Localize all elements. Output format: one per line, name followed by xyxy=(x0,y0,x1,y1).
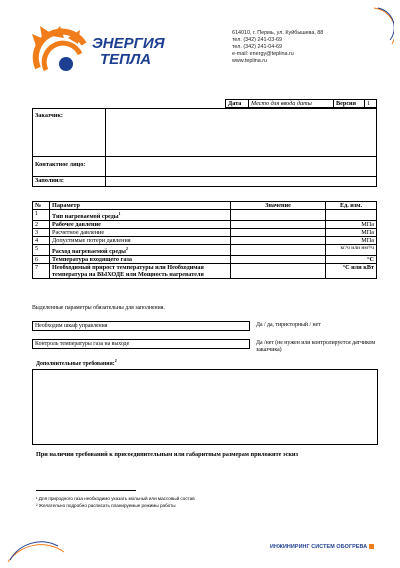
row-number: 6 xyxy=(33,256,50,264)
brand-line-1: ЭНЕРГИЯ xyxy=(92,35,165,52)
phone-line-1: тел. (342) 241-03-69 xyxy=(232,37,283,43)
row-number: 1 xyxy=(33,210,50,221)
row-number: 5 xyxy=(33,245,50,256)
website-line: www.teplina.ru xyxy=(232,58,268,64)
row-number: 7 xyxy=(33,264,50,279)
table-row xyxy=(33,221,377,229)
cabinet-option-hint: Да / да, тиристорный / нет xyxy=(256,322,321,328)
logo xyxy=(30,24,190,76)
parameters-table xyxy=(32,201,377,279)
sun-logo-icon xyxy=(30,24,90,76)
row-number: 2 xyxy=(33,221,50,229)
row-parameter: Тип нагреваемой среды$^1$ xyxy=(50,210,231,221)
row-parameter: Расход нагреваемой среды$^2$ xyxy=(50,245,231,256)
address-line: 614010, г. Пермь, ул. Куйбышева, 88 xyxy=(232,30,324,36)
footer-arc-icon xyxy=(6,538,66,564)
filled-by-label: Заполнил: xyxy=(33,177,106,187)
extra-requirements-field[interactable] xyxy=(32,369,378,445)
brand-line-2: ТЕПЛА xyxy=(100,51,152,68)
table-row xyxy=(33,237,377,245)
col-header-parameter: Параметр xyxy=(50,202,231,210)
row-parameter: Расчетное давление xyxy=(50,229,231,237)
row-unit: °С или кВт xyxy=(326,264,377,279)
footnote-2: ² Желательно подробно расписать планируемые режимы работы xyxy=(36,503,176,508)
footnote-divider xyxy=(36,490,136,491)
customer-label: Заказчик: xyxy=(33,109,106,157)
contact-person-label: Контактное лицо: xyxy=(33,157,106,177)
row-unit: °С xyxy=(326,256,377,264)
table-row xyxy=(33,264,377,279)
required-fields-note: Выделенные параметры обязательны для заполнения. xyxy=(32,305,165,311)
row-unit xyxy=(326,210,377,221)
date-label: Дата xyxy=(226,100,249,108)
row-value-field[interactable] xyxy=(231,264,326,279)
row-parameter: Необходимый прирост температуры или Необходимая температура на ВЫХОДЕ или Мощность нагревателя xyxy=(50,264,231,279)
row-unit: МПа xyxy=(326,221,377,229)
footer-tagline: ИНЖИНИРИНГ СИСТЕМ ОБОГРЕВА xyxy=(270,544,368,550)
row-parameter: Температура входящего газа xyxy=(50,256,231,264)
contact-person-field[interactable] xyxy=(106,157,377,177)
row-value-field[interactable] xyxy=(231,210,326,221)
col-header-number: № xyxy=(33,202,50,210)
row-unit: МПа xyxy=(326,229,377,237)
row-value-field[interactable] xyxy=(231,221,326,229)
version-label: Версия xyxy=(334,100,365,108)
footnotes xyxy=(36,495,195,509)
gas-control-hint: Да /нет (не нужен или контролируется датчиком заказчика) xyxy=(256,340,376,353)
email-line: e-mail: energy@teplina.ru xyxy=(232,51,294,57)
customer-field[interactable] xyxy=(106,109,377,157)
table-row xyxy=(33,245,377,256)
version-field[interactable]: 1 xyxy=(365,100,377,108)
row-value-field[interactable] xyxy=(231,245,326,256)
filled-by-field[interactable] xyxy=(106,177,377,187)
row-value-field[interactable] xyxy=(231,237,326,245)
row-number: 3 xyxy=(33,229,50,237)
phone-line-2: тел. (342) 241-04-69 xyxy=(232,44,283,50)
cabinet-option-field[interactable]: Необходим шкаф управления xyxy=(32,321,250,331)
gas-control-field[interactable]: Контроль температуры газа на выходе xyxy=(32,339,250,349)
table-row xyxy=(33,229,377,237)
row-unit: кг/ч или нм³/ч xyxy=(326,245,377,256)
date-field[interactable]: Место для ввода даты xyxy=(249,100,334,108)
table-row xyxy=(33,210,377,221)
corner-arc-icon xyxy=(372,6,394,46)
col-header-value: Значение xyxy=(231,202,326,210)
row-value-field[interactable] xyxy=(231,256,326,264)
customer-table xyxy=(32,108,377,187)
extra-requirements-label: Дополнительные требования:$^2$ xyxy=(36,358,117,367)
sketch-note: При наличии требований к присоединительным или габаритным размерам приложите эскиз xyxy=(36,451,298,458)
row-value-field[interactable] xyxy=(231,229,326,237)
date-version-table xyxy=(225,99,377,108)
footer-square-icon xyxy=(369,544,374,549)
row-parameter: Допустимые потери давления xyxy=(50,237,231,245)
col-header-unit: Ед. изм. xyxy=(326,202,377,210)
footnote-1: ¹ Для природного газа необходимо указать мольный или массовый состав xyxy=(36,496,195,501)
row-parameter: Рабочее давление xyxy=(50,221,231,229)
table-row xyxy=(33,256,377,264)
row-unit: МПа xyxy=(326,237,377,245)
row-number: 4 xyxy=(33,237,50,245)
contact-block xyxy=(232,30,372,65)
